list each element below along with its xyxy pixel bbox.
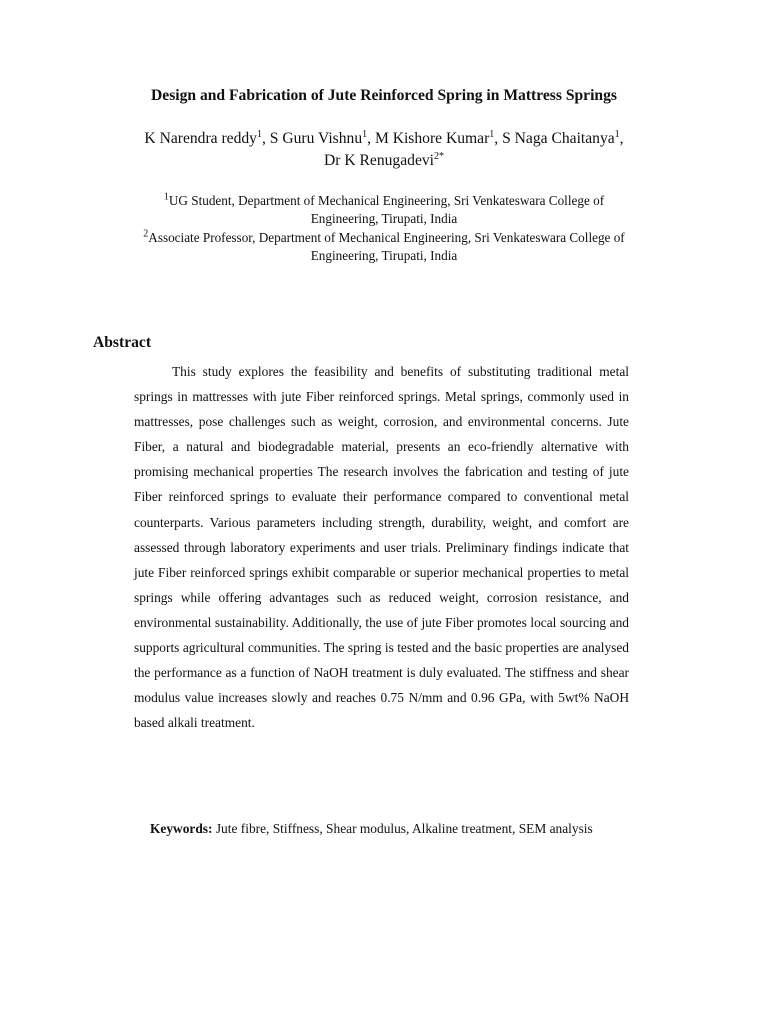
affiliation-line: Associate Professor, Department of Mechanical Engineering, Sri Venkateswara College of xyxy=(148,230,625,245)
keywords-label: Keywords: xyxy=(150,821,213,836)
author-list: K Narendra reddy$^1$, S Guru Vishnu$^1$, M Kishore Kumar$^1$, S Naga Chaitanya$^1$, Dr K Renugadevi$^{2*}$ xyxy=(144,128,624,169)
keywords-line xyxy=(150,821,593,837)
author-name: Dr K Renugadevi xyxy=(324,152,434,169)
author-affiliation-marker: 1 xyxy=(614,128,620,140)
author-affiliation-marker: 2* xyxy=(434,150,444,162)
author-affiliation-marker: 1 xyxy=(256,128,262,140)
affiliation-line: Engineering, Tirupati, India xyxy=(310,248,458,263)
affiliation-marker: 2 xyxy=(143,228,149,240)
abstract-body xyxy=(134,359,629,735)
affiliation-line: Engineering, Tirupati, India xyxy=(310,211,458,226)
author-name: S Guru Vishnu xyxy=(269,130,363,147)
paper-title: Design and Fabrication of Jute Reinforced Spring in Mattress Springs xyxy=(151,87,617,104)
author-name: M Kishore Kumar xyxy=(374,130,490,147)
abstract-heading: Abstract xyxy=(93,334,152,351)
abstract-paragraph: This study explores the feasibility and benefits of substituting traditional metal springs in mattresses with jute Fiber reinforced springs. Metal springs, commonly used in mattresses, pose challenges such as weight, corrosion, and environmental concerns. Jute Fiber, a natural and biodegradable material, presents an eco-friendly alternative with promising mechanical properties The research involves the fabrication and testing of jute Fiber reinforced springs to evaluate their performance compared to conventional metal counterparts. Various parameters including strength, durability, weight, and comfort are assessed through laboratory experiments and user trials. Preliminary findings indicate that jute Fiber reinforced springs exhibit comparable or superior mechanical properties to metal springs while offering advantages such as reduced weight, corrosion resistance, and environmental sustainability. Additionally, the use of jute Fiber promotes local sourcing and supports agricultural communities. The spring is tested and the basic properties are analysed the performance as a function of NaOH treatment is duly evaluated. The stiffness and shear modulus value increases slowly and reaches 0.75 N/mm and 0.96 GPa, with 5wt% NaOH based alkali treatment. xyxy=(134,364,629,731)
author-name: S Naga Chaitanya xyxy=(502,130,615,147)
affiliation xyxy=(0,229,768,265)
author-name: K Narendra reddy xyxy=(144,130,257,147)
author-affiliation-marker: 1 xyxy=(489,128,495,140)
author-affiliation-marker: 1 xyxy=(362,128,368,140)
affiliation xyxy=(0,192,768,228)
affiliation-marker: 1 xyxy=(163,191,169,203)
affiliation-line: UG Student, Department of Mechanical Engineering, Sri Venkateswara College of xyxy=(168,193,605,208)
keywords-list: Jute fibre, Stiffness, Shear modulus, Alkaline treatment, SEM analysis xyxy=(215,821,593,836)
